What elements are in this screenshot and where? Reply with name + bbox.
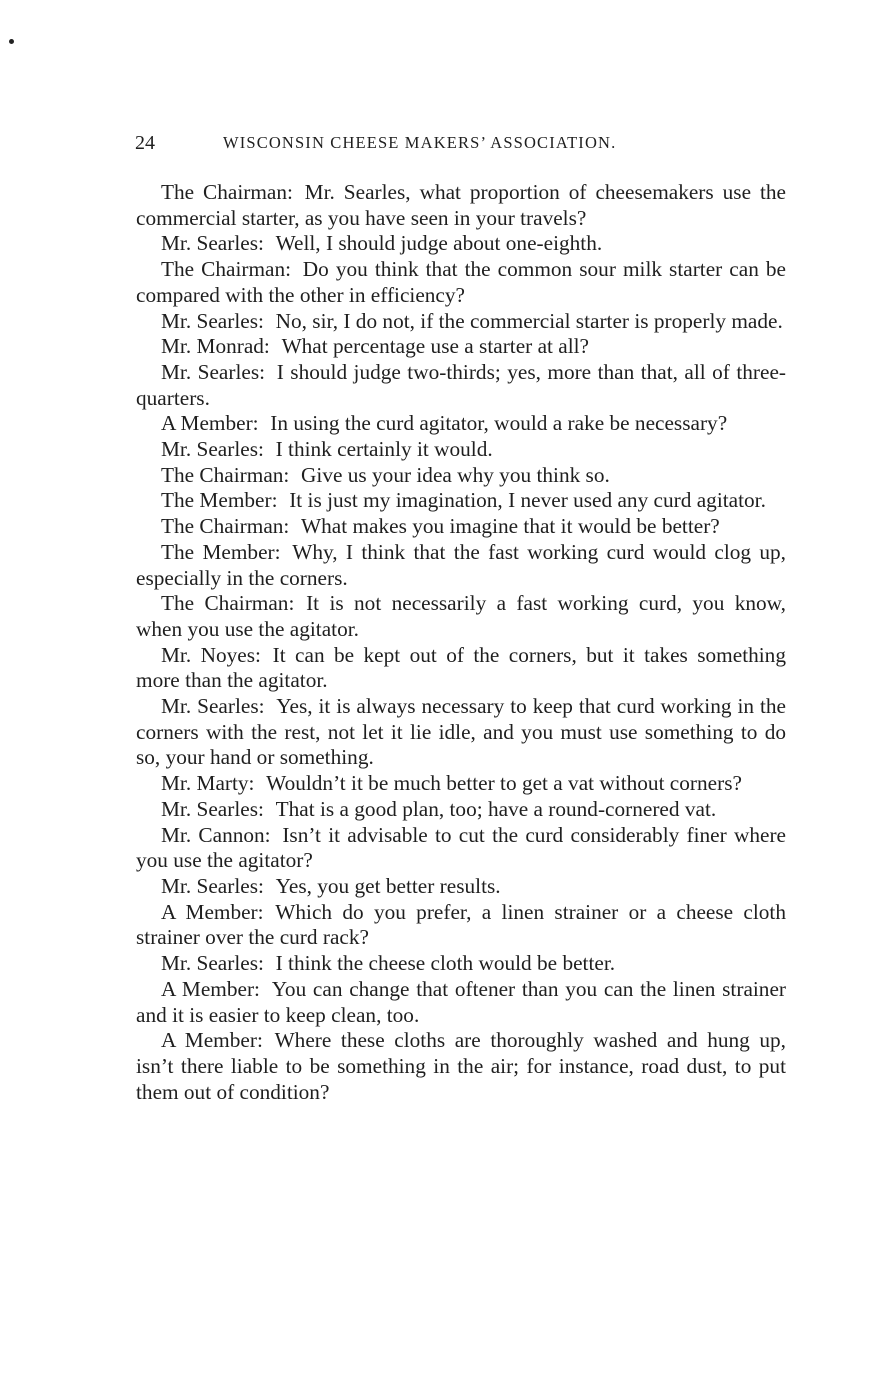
utterance-text: What makes you imagine that it would be better? xyxy=(301,514,720,539)
running-title: WISCONSIN CHEESE MAKERS’ ASSOCIATION. xyxy=(223,133,617,152)
dialogue-paragraph xyxy=(136,437,786,463)
running-head xyxy=(135,130,790,156)
utterance-text: I think the cheese cloth would be better. xyxy=(275,951,616,976)
speaker-label: A Member: xyxy=(161,899,264,924)
utterance-text: It can be kept out of the corners, but it takes something more than the agitator. xyxy=(136,642,786,693)
speaker-label: A Member: xyxy=(161,976,260,1001)
dialogue-paragraph xyxy=(136,309,786,335)
utterance-text: Well, I should judge about one-eighth. xyxy=(275,231,603,256)
dialogue-paragraph xyxy=(136,257,786,308)
dialogue-paragraph xyxy=(136,643,786,694)
dialogue-paragraph xyxy=(136,540,786,591)
dialogue-paragraph xyxy=(136,231,786,257)
speaker-label: Mr. Searles: xyxy=(161,694,265,719)
dialogue-paragraph xyxy=(136,977,786,1028)
speaker-label: Mr. Noyes: xyxy=(161,642,261,667)
speaker-label: Mr. Marty: xyxy=(161,771,255,796)
utterance-text: Where these cloths are thoroughly washed and hung up, isn’t there liable to be something in the air; for instance, road dust, to put them out of condition? xyxy=(136,1028,786,1104)
utterance-text: Yes, it is always necessary to keep that curd working in the corners with the rest, not let it lie idle, and you must use something to do so, your hand or something. xyxy=(136,694,786,770)
dialogue-paragraph xyxy=(136,411,786,437)
dialogue-paragraph xyxy=(136,900,786,951)
speaker-label: The Chairman: xyxy=(161,514,290,539)
utterance-text: I think certainly it would. xyxy=(275,437,493,462)
dialogue-paragraph xyxy=(136,1028,786,1105)
dialogue-paragraph xyxy=(136,951,786,977)
dialogue-paragraph xyxy=(136,180,786,231)
speaker-label: Mr. Searles: xyxy=(161,873,264,898)
ink-speck xyxy=(9,39,14,44)
speaker-label: Mr. Searles: xyxy=(161,308,264,333)
utterance-text: What percentage use a starter at all? xyxy=(281,334,590,359)
utterance-text: In using the curd agitator, would a rake be necessary? xyxy=(270,411,728,436)
utterance-text: Yes, you get better results. xyxy=(275,873,501,898)
speaker-label: Mr. Searles: xyxy=(161,359,266,384)
dialogue-paragraph xyxy=(136,823,786,874)
speaker-label: Mr. Searles: xyxy=(161,437,264,462)
utterance-text: Mr. Searles, what proportion of cheesemakers use the commercial starter, as you have seen in your travels? xyxy=(136,180,786,230)
dialogue-body xyxy=(136,180,786,1105)
speaker-label: Mr. Searles: xyxy=(161,796,264,821)
speaker-label: The Chairman: xyxy=(161,591,295,616)
utterance-text: Which do you prefer, a linen strainer or a cheese cloth strainer over the curd rack? xyxy=(136,899,786,950)
speaker-label: The Chairman: xyxy=(161,180,293,204)
dialogue-paragraph xyxy=(136,360,786,411)
utterance-text: Isn’t it advisable to cut the curd considerably finer where you use the agitator? xyxy=(136,822,786,873)
utterance-text: It is not necessarily a fast working curd, you know, when you use the agitator. xyxy=(136,591,786,641)
utterance-text: Give us your idea why you think so. xyxy=(301,462,610,487)
speaker-label: A Member: xyxy=(161,1028,263,1053)
dialogue-paragraph xyxy=(136,488,786,514)
utterance-text: Do you think that the common sour milk starter can be compared with the other in efficiency? xyxy=(136,257,786,307)
speaker-label: The Chairman: xyxy=(161,257,292,282)
dialogue-paragraph xyxy=(136,771,786,797)
page-number: 24 xyxy=(135,132,155,154)
utterance-text: Wouldn’t it be much better to get a vat without corners? xyxy=(266,771,742,796)
dialogue-paragraph xyxy=(136,797,786,823)
speaker-label: Mr. Cannon: xyxy=(161,822,271,847)
speaker-label: Mr. Searles: xyxy=(161,231,264,256)
utterance-text: You can change that oftener than you can the linen strainer and it is easier to keep clean, too. xyxy=(136,976,787,1027)
dialogue-paragraph xyxy=(136,514,786,540)
speaker-label: Mr. Monrad: xyxy=(161,334,270,359)
dialogue-paragraph xyxy=(136,591,786,642)
speaker-label: Mr. Searles: xyxy=(161,951,264,976)
utterance-text: It is just my imagination, I never used any curd agitator. xyxy=(289,488,766,513)
speaker-label: The Member: xyxy=(161,539,281,564)
dialogue-paragraph xyxy=(136,334,786,360)
speaker-label: The Member: xyxy=(161,488,278,513)
utterance-text: I should judge two-thirds; yes, more than that, all of three-quarters. xyxy=(136,359,786,410)
dialogue-paragraph xyxy=(136,463,786,489)
utterance-text: No, sir, I do not, if the commercial starter is properly made. xyxy=(275,308,783,333)
dialogue-paragraph xyxy=(136,694,786,771)
dialogue-paragraph xyxy=(136,874,786,900)
speaker-label: A Member: xyxy=(161,411,259,436)
speaker-label: The Chairman: xyxy=(161,462,290,487)
utterance-text: That is a good plan, too; have a round-cornered vat. xyxy=(275,796,717,821)
utterance-text: Why, I think that the fast working curd would clog up, especially in the corners. xyxy=(136,539,786,590)
